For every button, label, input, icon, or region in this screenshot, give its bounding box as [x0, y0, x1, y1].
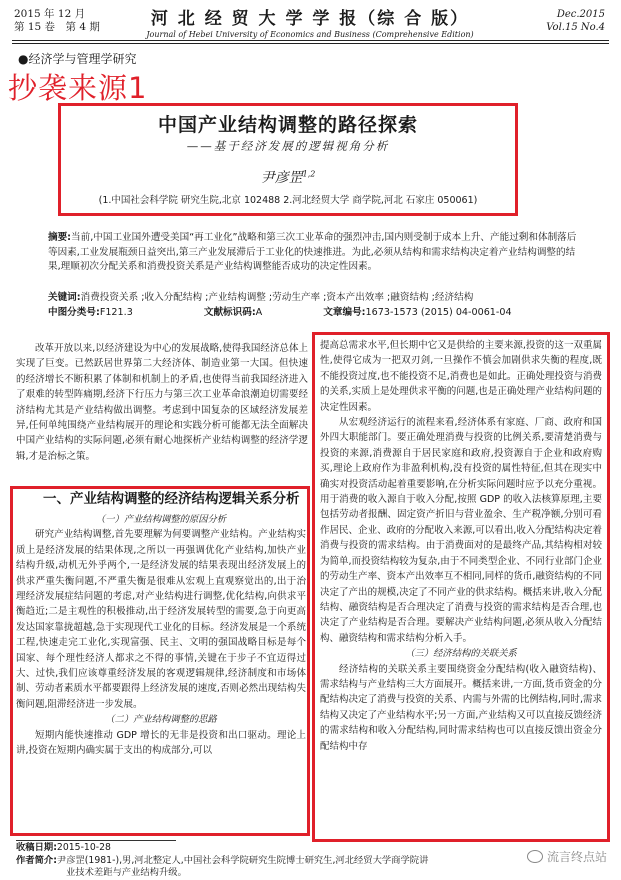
article-subtitle: ——基于经济发展的逻辑视角分析: [186, 139, 390, 153]
keywords-label: 关键词:: [48, 292, 81, 303]
author-superscript: 1,2: [302, 169, 316, 179]
subheading-3: （三）经济结构的关联关系: [405, 648, 517, 660]
clc-number: F121.3: [99, 306, 133, 318]
abstract-label: 摘要:: [48, 232, 72, 243]
header-volume-en: Vol.15 No.4: [546, 22, 605, 33]
article-title: 中国产业结构调整的路径探索: [157, 114, 418, 136]
subsection-1-paragraph: 研究产业结构调整,首先要理解为何要调整产业结构。产业结构实质上是经济发展的结果体现,之所以一再强调优化产业结构,加快产业结构升级,动机无外乎两个,一是经济发展的结果表现出经济发展上的供求严重失衡问题,不严重失衡是很难从宏观上直观察觉出的,出于治理经济发展症结问题的考虑,对产业结构进行调整,优化结构,向供求平衡趋近;二是主观性的积极推动,出于经济发展转型的需要,急于向更高发达国家靠拢超越,急于实现现代工业化的目标。经济发展是一个系统工程,快速走完工业化,实现富强、民主、文明的强国战略目标是每个国家、每个理性经济人都求之不得的事情,关键在于步子不宜迈得过大、过快,我们应该尊重经济发展的客观逻辑规律,经济制度和市场体制、劳动者素质水平都要跟得上经济发展的速度,否则必然出现结构失衡问题,阻滞经济进一步发展。: [16, 529, 306, 710]
watermark: [527, 848, 607, 865]
wechat-icon: [527, 850, 543, 863]
header-date-en: Dec.2015: [556, 9, 605, 20]
header-issue-info: [14, 8, 100, 34]
right-paragraph-2: 从宏观经济运行的流程来看,经济体系有家庭、厂商、政府和国外四大职能部门。要正确处理消费与投资的比例关系,要清楚消费与投资的来源,消费源自于居民家庭和政府,投资源自于企业和政府购买,理论上政府作为非盈利机构,没有投资的属性特征,但其在现实中确实对投资活动起着重要影响,在分析实际问题时应予以充分重视。用于消费的收入源自于收入分配,按照 GDP 的收入法核算原理,主要包括劳动者报酬、固定资产折旧与营业盈余、生产税净额,分别可看作居民、企业、政府的分配收入来源,可以看出,收入分配结构决定着消费与投资的需求结构。由于消费面对的是最终产品,其结构相对较为简单,而投资结构较为复杂,由于不同类型企业、不同行业部门企业的劳动生产率、资本产出效率互不相同,同样的货币,融资结构的不同决定了产出的规模,决定了不同产业的供求结构。概括来讲,收入分配结构、融资结构是否合理决定了消费与投资的需求结构是否合理,也决定了产业结构是否合理。要解决产业结构问题,必须从收入分配结构、融资结构和需求结构分析入手。: [320, 417, 602, 644]
plagiarism-source-label: 抄袭来源1: [8, 71, 148, 105]
right-column-block: [320, 338, 602, 754]
abstract-text: 当前,中国工业国外遭受美国“再工业化”战略和第三次工业革命的强烈冲击,国内则受制于成本上升、产能过剩和体制落后等因素,工业发展瓶颈日益突出,第三产业发展滞后于工业化的快速推进。为此,必须从结构和需求结构决定着产业结构调整的结果,理顺初次分配关系和消费投资关系是产业结构调整能否成功的决定性因素。: [48, 232, 577, 272]
right-paragraph-1: 提高总需求水平,但长期中它又是供给的主要来源,投资的这一双重属性,使得它成为一把双刃剑,一旦操作不慎会加剧供求失衡的程度,既不能投资过度,也不能投资不足,消费也是如此。正确处理投资与消费的关系,实质上是处理供求平衡的问题,也是正确处理产业结构问题的决定性因素。: [320, 340, 602, 413]
section-tag: ●经济学与管理学研究: [18, 52, 137, 66]
journal-title-en: Journal of Hebei University of Economics and Business (Comprehensive Edition): [146, 30, 474, 39]
article-meta: [48, 291, 578, 320]
footnotes: [16, 842, 606, 880]
clc-label: 中图分类号:: [48, 306, 100, 318]
left-section-block: [16, 490, 306, 759]
author-bio-label: 作者简介:: [16, 854, 57, 866]
header-rule-thin: [12, 43, 609, 44]
footnote-rule: [16, 840, 176, 841]
header-volume: 第 15 卷 第 4 期: [14, 21, 100, 33]
author-bio-line2: 业技术差距与产业结构升级。: [66, 867, 187, 878]
subsection-2-paragraph: 短期内能快速推动 GDP 增长的无非是投资和出口驱动。理论上讲,投资在短期内确实属于支出的构成部分,可以: [16, 729, 306, 757]
header-rule: [12, 40, 609, 41]
journal-title-cn: 河 北 经 贸 大 学 学 报（综 合 版）: [150, 9, 470, 29]
article-no: 1673-1573 (2015) 04-0061-04: [365, 306, 512, 318]
doc-code-label: 文献标识码:: [203, 306, 256, 318]
right-paragraph-3: 经济结构的关联关系主要围绕资金分配结构(收入融资结构)、需求结构与产业结构三大方面展开。概括来讲,一方面,货币资金的分配结构决定了消费与投资的关系、内需与外需的比例结构,同时,需求结构又决定了产业结构水平;另一方面,产业结构又可以直接反馈经济的需求结构和收入分配结构,同时需求结构也可以直接反馈出资金分配结构中存: [320, 663, 602, 752]
article-author: [58, 167, 518, 187]
watermark-text: 流言终点站: [546, 850, 607, 864]
author-name: 尹彦罡: [260, 170, 303, 186]
article-no-label: 文章编号:: [323, 306, 366, 318]
author-affiliation: (1.中国社会科学院 研究生院,北京 102488 2.河北经贸大学 商学院,河北 石家庄 050061): [98, 195, 478, 206]
section-heading-1: 一、产业结构调整的经济结构逻辑关系分析: [43, 491, 300, 507]
subheading-1: （一）产业结构调整的原因分析: [95, 514, 227, 525]
intro-paragraph-block: [16, 341, 308, 464]
doc-code: A: [255, 306, 263, 318]
journal-masthead: [120, 4, 500, 39]
keywords: 消费投资关系 ;收入分配结构 ;产业结构调整 ;劳动生产率 ;资本产出效率 ;融资结构 ;经济结构: [80, 292, 474, 303]
received-date: 2015-10-28: [56, 842, 111, 853]
abstract: [48, 231, 578, 275]
author-bio-line1: 尹彦罡(1981-),男,河北整定人,中国社会科学院研究生院博士研究生,河北经贸大学商学院讲: [56, 854, 429, 866]
intro-paragraph: 改革开放以来,以经济建设为中心的发展战略,使得我国经济总体上实现了巨变。已然跃居世界第二大经济体、制造业第一大国。但快速的经济增长不断积累了体制和机制上的矛盾,也使得当前我国经济进入了艰难的转型阵痛期,经济下行压力与第三次工业革命浪潮迫切需要经济结构尤其是产业结构做出调整。考虑到中国复杂的区域经济发展差异,任何单纯围绕产业结构展开的理论和实践分析可能都无法全面解决中国产业结构的实际问题,必须有耐心地探析产业结构调整的经济学逻辑,才是治标之策。: [16, 343, 308, 462]
received-label: 收稿日期:: [16, 842, 57, 853]
header-issue-info-en: [546, 8, 605, 34]
header-date: 2015 年 12 月: [14, 8, 86, 20]
subheading-2: （二）产业结构调整的思路: [105, 714, 217, 726]
